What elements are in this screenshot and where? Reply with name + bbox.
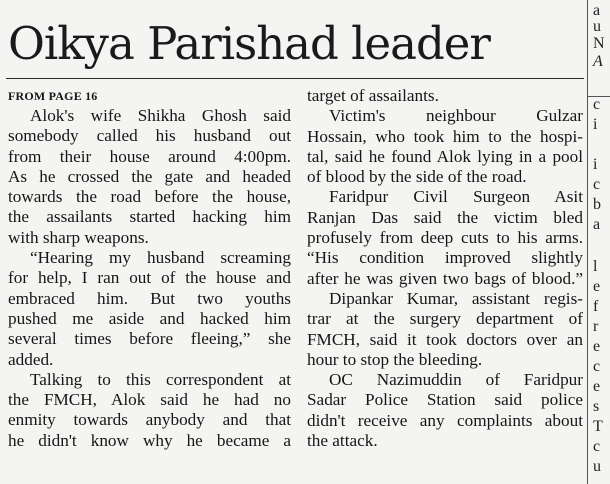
body-text-line: Alok's wife Shikha Ghosh said [30, 106, 291, 125]
body-text-line: hour to stop the bleeding. [307, 349, 483, 369]
body-text-line: added. [8, 349, 54, 369]
body-text-line: with sharp weapons. [8, 227, 149, 247]
edge-letter: i [593, 116, 598, 133]
edge-letter: c [593, 438, 601, 455]
body-text-line: trar at the surgery department of [307, 309, 583, 329]
body-text-line: “His condition improved slightly [307, 248, 583, 268]
body-text-line: Victim's neighbour Gulzar [329, 106, 583, 126]
body-text-line: somebody called his husband out [8, 126, 291, 146]
edge-letter: c [593, 358, 601, 375]
body-text-line: embraced him. But two youths [8, 288, 291, 308]
edge-letter: r [593, 318, 599, 335]
headline: Oikya Parishad leader [8, 17, 490, 70]
body-text-line: the assailants started hacking him [8, 207, 291, 227]
edge-letter: c [593, 176, 601, 193]
body-text-line: target of assailants. [307, 86, 439, 105]
body-text-line: Faridpur Civil Surgeon Asit [329, 187, 583, 207]
body-text-line: Dipankar Kumar, assistant regis- [329, 288, 583, 308]
body-text-line: after he was given two bags of blood.” [307, 268, 583, 288]
body-text-line: As he crossed the gate and headed [8, 166, 291, 186]
body-text-line: from their house around 4:00pm. [8, 146, 291, 166]
edge-letter: u [593, 18, 601, 35]
edge-letter: l [593, 258, 598, 275]
article-column-2 [307, 86, 583, 451]
edge-letter: i [593, 156, 598, 173]
edge-letter: u [593, 458, 601, 475]
body-text-line: he didn't know why he became a [8, 430, 291, 450]
body-text-line: didn't receive any complaints about [307, 410, 583, 430]
edge-letter: a [593, 216, 601, 233]
column-divider-right [587, 0, 588, 484]
edge-letter: e [593, 338, 601, 355]
body-text-line: Ranjan Das said the victim bled [307, 207, 583, 227]
edge-letter: c [593, 96, 601, 113]
body-text-line: enmity towards anybody and that [8, 410, 291, 430]
edge-letter: s [593, 398, 600, 415]
body-text-line: for help, I ran out of the house and [8, 268, 291, 288]
body-text-line: tal, said he found Alok lying in a pool [307, 146, 583, 166]
headline-rule [6, 78, 584, 79]
continued-from-kicker: FROM PAGE 16 [8, 89, 98, 103]
body-text-line: FMCH, said it took doctors over an [307, 329, 583, 349]
body-text-line: OC Nazimuddin of Faridpur [329, 370, 583, 390]
body-text-line: towards the road before the house, [8, 187, 291, 207]
body-text-line: the attack. [307, 431, 378, 451]
body-text-line: pushed me aside and hacked him [8, 308, 291, 328]
edge-letter: T [593, 418, 603, 435]
edge-letter: e [593, 378, 601, 395]
body-text-line: Talking to this correspondent at [30, 369, 291, 389]
body-text-line: Sadar Police Station said police [307, 390, 583, 410]
edge-letter: e [593, 278, 601, 295]
body-text-line: several times before fleeing,” she [8, 329, 291, 349]
body-text-line: profusely from deep cuts to his arms. [307, 228, 583, 248]
body-text-line: of blood by the side of the road. [307, 167, 527, 187]
edge-letter: f [593, 298, 599, 315]
body-text-line: the FMCH, Alok said he had no [8, 390, 291, 410]
edge-letter: A [593, 53, 603, 70]
body-text-line: Hossain, who took him to the hospi- [307, 126, 583, 146]
edge-letter: a [593, 2, 601, 19]
article-column-1 [8, 86, 291, 451]
edge-letter: b [593, 196, 601, 213]
edge-letter: N [593, 35, 605, 52]
body-text-line: “Hearing my husband screaming [30, 248, 291, 268]
